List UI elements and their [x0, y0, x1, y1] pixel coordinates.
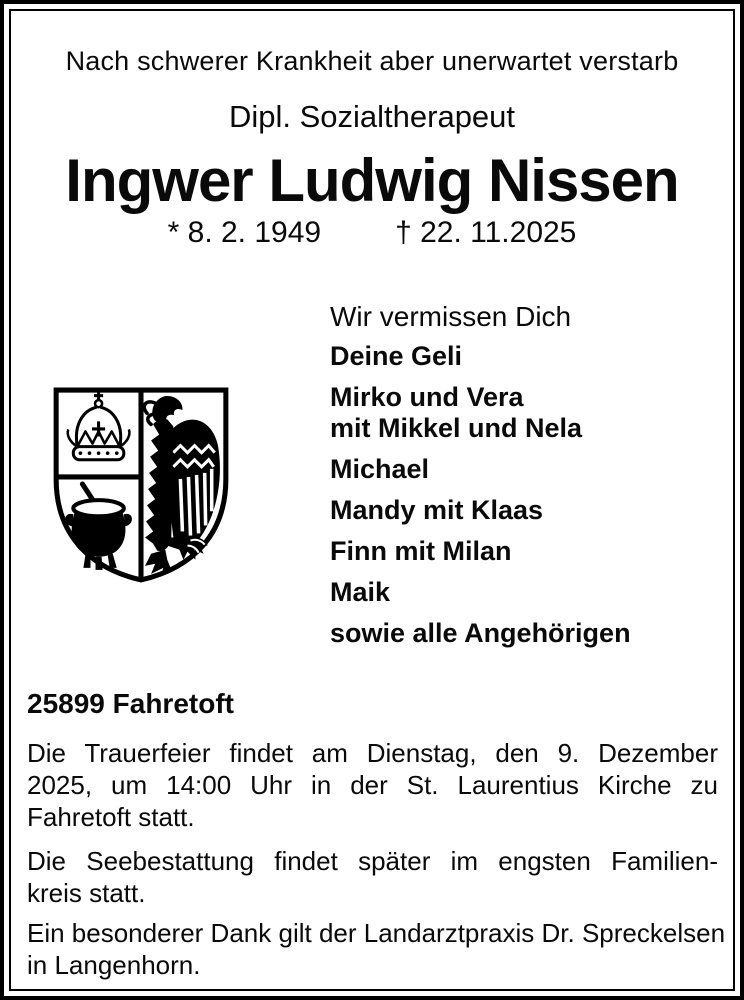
funeral-paragraph: Die Trauerfeier findet am Dienstag, den 9. Dezember 2025, um 14:00 Uhr in der St. Laurentius Kirche zu Fahretoft statt. — [27, 738, 718, 832]
life-dates — [0, 216, 744, 249]
mourner-entry: sowie alle Angehörigen — [330, 618, 631, 648]
mourner-entry: Deine Geli — [330, 341, 463, 371]
deceased-name: Ingwer Ludwig Nissen — [65, 147, 679, 214]
intro-line: Nach schwerer Krankheit aber unerwartet verstarb — [65, 46, 679, 76]
birth-date: * 8. 2. 1949 — [167, 216, 322, 249]
mourners-list — [330, 341, 631, 659]
mourner-entry: Mirko und Vera mit Mikkel und Nela — [330, 382, 583, 443]
death-date: † 22. 11.2025 — [395, 216, 577, 249]
mourner-entry: Maik — [330, 577, 391, 607]
mourner-entry: Mandy mit Klaas — [330, 495, 544, 525]
mourner-entry: Michael — [330, 454, 430, 484]
burial-paragraph: Die Seebestattung findet später im engsten Familien- kreis statt. — [27, 846, 718, 908]
thanks-paragraph: Ein besonderer Dank gilt der Landarztpraxis Dr. Spreckelsen in Langenhorn. — [27, 918, 726, 980]
coat-of-arms-graphic — [52, 386, 230, 584]
coat-of-arms — [52, 386, 230, 584]
notice-paragraphs — [27, 737, 726, 993]
profession-line: Dipl. Sozialtherapeut — [228, 99, 516, 134]
mourner-entry: Finn mit Milan — [330, 536, 512, 566]
farewell-line: Wir vermissen Dich — [330, 301, 572, 332]
postal-address: 25899 Fahretoft — [27, 688, 234, 719]
